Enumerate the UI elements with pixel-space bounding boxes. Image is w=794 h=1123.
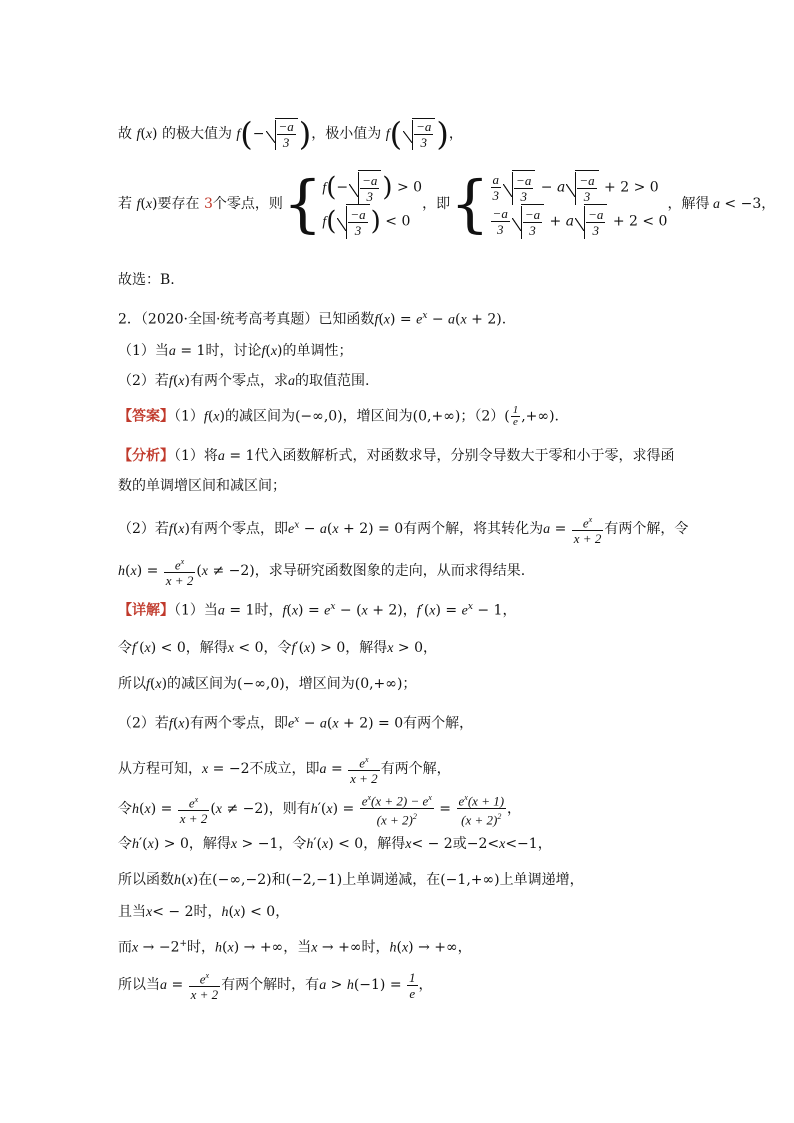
system-left: f(− $\frac{-a}{3}$ ) > 0 f( $\frac{-a}{3}$ ) < 0 bbox=[322, 170, 422, 238]
detail-line-10: 而x → −2+时，h(x) → +∞，当x → +∞时，h(x) → +∞， bbox=[118, 939, 472, 956]
zeros-line: 若 f(x)要存在 3个零点，则{ f(− $\frac{-a}{3}$ ) > 0 f( $\frac{-a}{3}$ ) < 0 ，即{ $\frac{a}{3}$ $\frac{-a}{3}$ − a $\frac{-a}{3}$ + 2 > 0 $\frac{-a}{3}$ $\frac{-a}{3}$ + a $\frac{-a}{3}$ + 2 < 0 ，解得 a < −3， bbox=[118, 167, 776, 240]
system-right: $\frac{a}{3}$ $\frac{-a}{3}$ − a $\frac{-a}{3}$ + 2 > 0 $\frac{-a}{3}$ $\frac{-a}{3}$ + a $\frac{-a}{3}$ + 2 < 0 bbox=[492, 172, 668, 238]
detail-line-3: 所以f(x)的减区间为(−∞,0)，增区间为(0,+∞)； bbox=[118, 676, 417, 692]
analysis-line-3: （2）若f(x)有两个零点，即$e^x - a(x + 2) = 0$有两个解，将其转化为a = $\frac{e^x}{x + 2}$ 有两个解，令 bbox=[118, 515, 689, 547]
detail-line-4: （2）若f(x)有两个零点，即$e^x - a(x + 2) = 0$有两个解， bbox=[118, 715, 474, 732]
detail-line-8: 所以函数h(x)在(−∞,−2)和(−2,−1)上单调递减，在(−1,+∞)上单调递增， bbox=[118, 872, 584, 888]
detail-line-1: 【详解】（1）当a = 1时，$f(x) = e^x - (x + 2)$，$f'(x) = e^x - 1$， bbox=[118, 602, 517, 619]
detail-line-6: 令h(x) = $\frac{e^x}{x + 2}$ (x ≠ −2)，则有h′(x) = $\frac{e^x(x + 2) - e^x}{(x + 2)^2}$ = $\frac{e^x(x + 1)}{(x + 2)^2}$ ， bbox=[118, 793, 522, 828]
detail-line-11: 所以当a = $\frac{e^x}{x + 2}$ 有两个解时，有a > h(−1) = $\frac{1}{e}$ ， bbox=[118, 969, 433, 1003]
detail-line-9: 且当x< − 2时，h(x) < 0， bbox=[118, 904, 290, 920]
fx-expr: f bbox=[136, 127, 141, 142]
sqrt-expr: $\frac{-a}{3}$ bbox=[266, 118, 298, 150]
analysis-line-1: 【分析】（1）将a = 1代入函数解析式，对函数求导，分别令导数大于零和小于零，求得函 bbox=[118, 448, 675, 464]
detail-line-5: 从方程可知，x = −2不成立，即a = $\frac{e^x}{x + 2}$ 有两个解， bbox=[118, 755, 451, 787]
answer-line: 【答案】（1）f(x)的减区间为(−∞,0)，增区间为(0,+∞)；（2）( $\frac{1}{e}$ ,+∞). bbox=[118, 404, 559, 428]
detail-line-2: 令f′(x) < 0，解得x < 0，令f′(x) > 0，解得x > 0， bbox=[118, 640, 438, 656]
analysis-line-2: 数的单调增区间和减区间； bbox=[118, 478, 286, 494]
analysis-line-4: h(x) = $\frac{e^x}{x + 2}$ (x ≠ −2)，求导研究函数图象的走向，从而求得结果. bbox=[118, 557, 526, 589]
maxmin-line: 故 f(x) 的极大值为 f(− $\frac{-a}{3}$ )，极小值为 f( $\frac{-a}{3}$ )， bbox=[118, 115, 463, 153]
detail-line-7: 令h′(x) > 0，解得x > −1，令h′(x) < 0，解得x< − 2或−2<x<−1， bbox=[118, 836, 552, 852]
question-2-header: 2．（2020·全国·统考高考真题）已知函数$f(x) = e^x - a(x + 2)$. bbox=[118, 311, 507, 328]
question-2-part1: （1）当a = 1时，讨论f(x)的单调性； bbox=[118, 343, 353, 359]
choice-line: 故选：B. bbox=[118, 272, 175, 288]
question-2-part2: （2）若f(x)有两个零点，求a的取值范围. bbox=[118, 373, 370, 389]
